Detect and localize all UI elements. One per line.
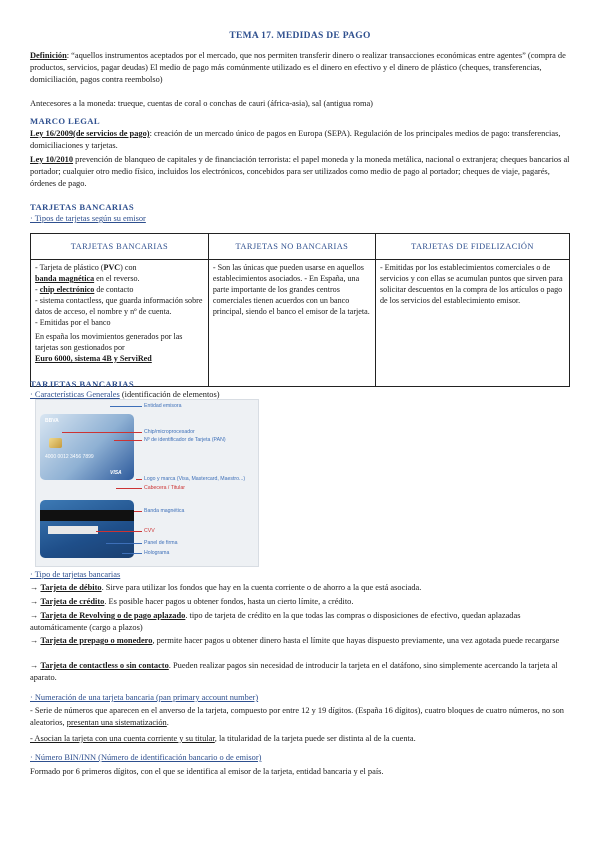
ley-10-label: Ley 10/2010 (30, 155, 74, 164)
ley-16-paragraph (30, 128, 570, 152)
tipo-revolving: → Tarjeta de Revolving o de pago aplazado. tipo de tarjeta de crédito en la que todas las compras o disposiciones de efectivo, quedan aplazadas automáticamente (cargo a plazos) (30, 611, 521, 632)
tipos-heading: · Tipo de tarjetas bancarias (30, 570, 121, 579)
definition-label: Definición (30, 51, 67, 60)
card-front: BBVA 4000 0012 3456 7899 VISA (40, 414, 134, 480)
marco-legal-heading: MARCO LEGAL (30, 116, 101, 126)
tipos-tarjetas-table (30, 233, 570, 387)
tarjetas-heading-2: TARJETAS BANCARIAS (30, 379, 135, 389)
antecesores-paragraph: Antecesores a la moneda: trueque, cuentas de coral o conchas de cauri (áfrica-asia), sal (antigua roma) (30, 99, 373, 108)
bin-heading: · Número BIN/INN (Número de identificación bancario o de emisor) (30, 753, 262, 762)
cell-bancarias: - Tarjeta de plástico (PVC) con banda magnética en el reverso. - chip electrónico de contacto - sistema contactless, que guarda información sobre datos de acceso, el nombre y nº de cuenta. - Emitidas por el banco En españa los movimientos generados por las tarjetas son gestionados por Euro 6000, sistema 4B y ServiRed (31, 260, 209, 387)
card-back (40, 500, 134, 558)
chip-icon (49, 438, 62, 448)
ley-16-label: Ley 16/2009(de servicios de pago) (30, 129, 150, 138)
card-diagram-image: BBVA 4000 0012 3456 7899 VISA Entidad emisora Chip/microprocesador Nº de identificador de Tarjeta (PAN) Logo y marca (Visa, Mastercard, Maestro...) Cabecera / Titular Banda magnética CVV Panel de firma Holograma (35, 399, 259, 567)
page-title: TEMA 17. MEDIDAS DE PAGO (229, 31, 371, 41)
numeracion-heading: · Numeración de una tarjeta bancaria (pan primary account number) (30, 693, 259, 702)
tarjetas-heading: TARJETAS BANCARIAS (30, 202, 135, 212)
tipos-emisor-subheading: · Tipos de tarjetas según su emisor (30, 214, 146, 223)
column-header-bancarias: TARJETAS BANCARIAS (31, 234, 209, 260)
caracteristicas-subheading: · Características Generales (identificación de elementos) (30, 390, 220, 399)
magnetic-stripe (40, 510, 134, 521)
bin-paragraph: Formado por 6 primeros dígitos, con el que se identifica al emisor de la tarjeta, entidad bancaria y el país. (30, 767, 384, 776)
ley-16-text: : creación de un mercado único de pagos en Europa (SEPA). Regulación de los principales medios de pago: transferencias, domiciliaciones y tarjetas. (30, 129, 561, 150)
column-header-fidelizacion: TARJETAS DE FIDELIZACIÓN (375, 234, 569, 260)
tipo-credito: → Tarjeta de crédito. Es posible hacer pagos u obtener fondos, hasta un cierto límite, a crédito. (30, 597, 354, 606)
definition-paragraph (30, 50, 570, 86)
cell-fidelizacion: - Emitidas por los establecimientos comerciales o de servicios y con ellas se acumulan puntos que sirven para solicitar descuentos en la compra de los artículos o pago de los servicios del establecimiento emisor. (375, 260, 569, 387)
ley-10-text: prevención de blanqueo de capitales y de financiación terrorista: el papel moneda y la moneda metálica, nacional o extranjera; cheques bancarios al portador; cualquier otro medio físico, incluidos los electrónicos, concebidos para ser utilizados como medio de pago al portador; cheques de viaje, pagarés, órdenes de pago. (30, 155, 570, 188)
tipo-debito: → Tarjeta de débito. Sirve para utilizar los fondos que hay en la cuenta corriente o de ahorro a la que está asociada. (30, 583, 422, 592)
tipo-contactless: → Tarjeta de contactless o sin contacto. Pueden realizar pagos sin necesidad de introducir la tarjeta en el datáfono, sino simplemente acercando la tarjeta al aparato. (30, 661, 558, 682)
tipo-prepago: → Tarjeta de prepago o monedero, permite hacer pagos u obtener dinero hasta el límite que hayas dispuesto previamente, una vez agotada puede recargarse (30, 636, 560, 645)
ley-10-paragraph (30, 154, 570, 190)
numeracion-paragraph-1: - Serie de números que aparecen en el anverso de la tarjeta, compuesto por entre 12 y 19 dígitos. (España 16 dígitos), cuatro bloques de cuatro números, no son aleatorios, presentan una sistematización. (30, 706, 564, 727)
numeracion-paragraph-2: - Asocian la tarjeta con una cuenta corriente y su titular, la titularidad de la tarjeta puede ser distinta al de la cuenta. (30, 734, 416, 743)
cell-no-bancarias: - Son las únicas que pueden usarse en aquellos establecimientos asociados. - En España, una parte importante de los grandes centros comerciales tienen acuerdos con un banco principal, siendo el banco el emisor de la tarjeta. (208, 260, 375, 387)
column-header-no-bancarias: TARJETAS NO BANCARIAS (208, 234, 375, 260)
definition-text: : “aquellos instrumentos aceptados por el mercado, que nos permiten transferir dinero o realizar transacciones económicas entre agentes” (compra de productos, servicios, pagar deudas) El medio de pago más comúnmente utilizado es el dinero en efectivo y el dinero de plástico (cheques, transferencias, domiciliación, pagos contra reembolso) (30, 51, 566, 84)
